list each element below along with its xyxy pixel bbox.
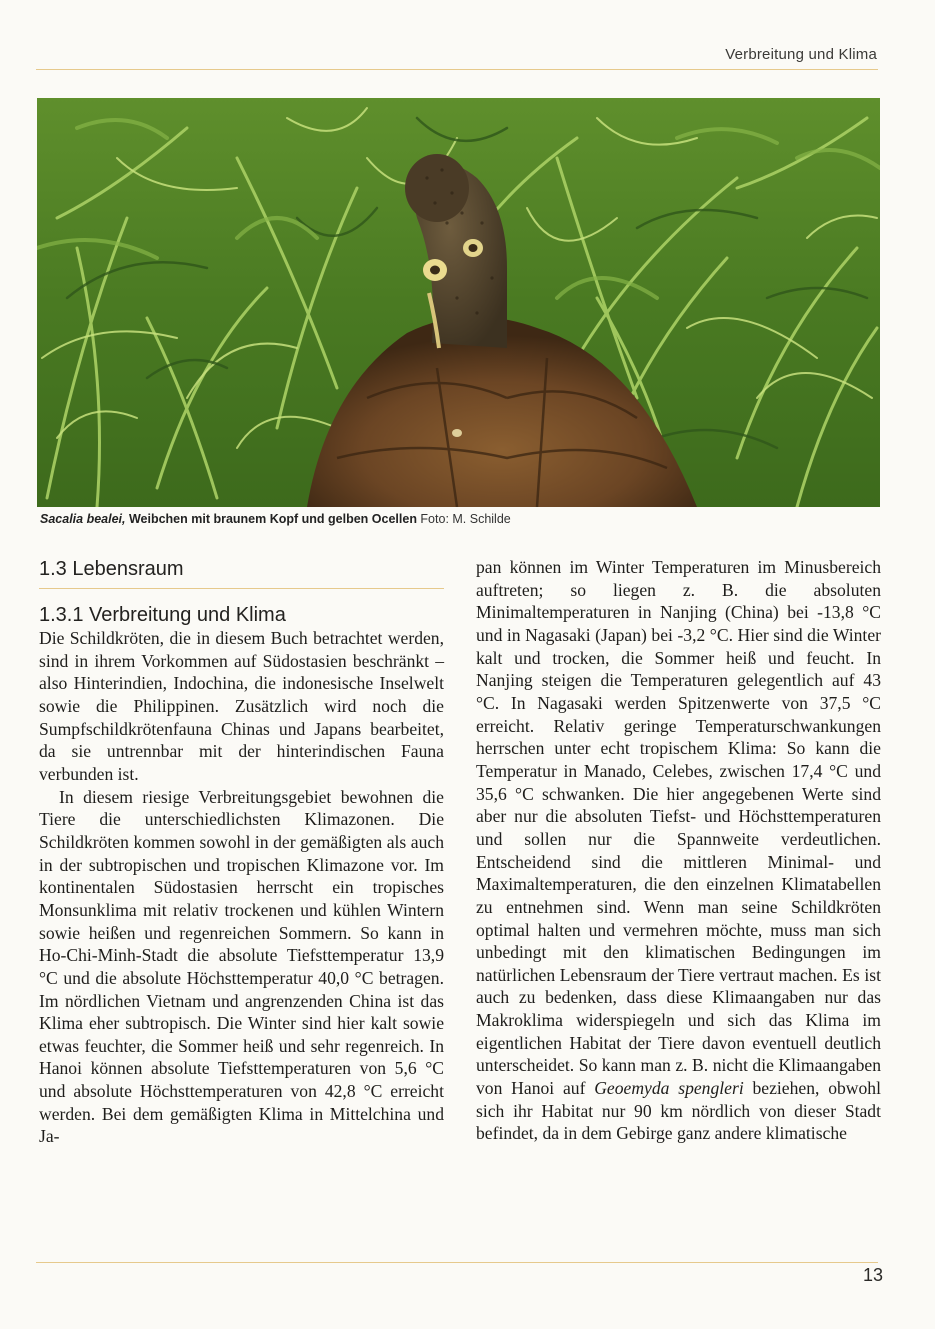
paragraph-end: beziehen, obwohl sich ihr Habitat nur 90 km nördlich von dieser Stadt befindet, da in dem Gebirge ganz andere klimatische (476, 1078, 881, 1144)
text-column-right (476, 556, 881, 1145)
footer-rule (36, 1262, 878, 1263)
section-heading: 1.3 Lebensraum (39, 556, 444, 589)
paragraph-intro: Die Schildkröten, die in diesem Buch betrachtet werden, sind in ihrem Vorkommen auf Südostasien beschränkt – also Hinterindien, Indochina, die indonesische Inselwelt sowie die Philippinen. Zusätzlich wird noch die Sumpfschildkrötenfauna Chinas und Japans bearbeitet, da sie untrennbar mit der hinterindischen Fauna verbunden ist. (39, 628, 444, 784)
figure-caption (40, 512, 880, 526)
species-name: Geoemyda spengleri (594, 1078, 744, 1099)
caption-description: Weibchen mit braunem Kopf und gelben Ocellen (125, 512, 417, 526)
turtle-photo (37, 98, 880, 507)
running-header: Verbreitung und Klima (725, 46, 877, 63)
paragraph-left-part: In diesem riesige Verbreitungsgebiet bewohnen die Tiere die unterschiedlichsten Klimazonen. Die Schildkröten kommen sowohl in der gemäßigten als auch in der subtropischen und tropischen Klimazone vor. Im kontinentalen Südostasien herrscht ein tropisches Monsunklima mit relativ trockenen und kühlen Wintern sowie heißen und regenreichen Sommern. So kann in Ho-Chi-Minh-Stadt die absolute Tiefsttemperatur 13,9 °C und die absolute Höchsttemperatur 40,0 °C betragen. Im nördlichen Vietnam und angrenzenden China ist das Klima eher subtropisch. Die Winter sind hier kalt sowie etwas feuchter, die Sommer heiß und sehr regenreich. In Hanoi können absolute Tiefsttemperaturen von 5,6 °C und absolute Höchsttemperaturen von 42,8 °C erreicht werden. Bei dem gemäßigten Klima in Mittelchina und Ja- (39, 786, 444, 1147)
paragraph-right-part: pan können im Winter Temperaturen im Minusbereich auftreten; so liegen z. B. die absoluten Minimaltemperaturen in Nanjing (China) bei -13,8 °C und in Nagasaki (Japan) bei -3,2 °C. Hier sind die Winter kalt und trocken, die Sommer heiß und feucht. In Nanjing steigen die Temperaturen gelegentlich auf 43 °C. In Nagasaki werden Spitzenwerte von 37,5 °C erreicht. Relativ geringe Temperaturschwankungen herrschen unter echt tropischem Klima: So kann die Temperatur in Manado, Celebes, zwischen 17,4 °C und 35,6 °C schwanken. Die hier angegebenen Werte sind aber nur die absoluten Tiefst- und Höchsttemperaturen und sollen nur die Spannweite verdeutlichen. Entscheidend sind die mittleren Minimal- und Maximaltemperaturen, die den einzelnen Klimatabellen zu entnehmen sind. Wenn man seine Schildkröten optimal halten und vermehren möchte, muss man sich unbedingt mit den klimatischen Bedingungen im natürlichen Lebensraum der Tiere vertraut machen. Es ist auch zu bedenken, dass diese Klimaangaben nur das Makroklima widerspiegeln und sich das Klima im eigentlichen Habitat der Tiere davon eventuell deutlich unterscheidet. So kann man z. B. nicht die Klimaangaben von Hanoi auf Geoemyda spengleri beziehen, obwohl sich ihr Habitat nur 90 km nördlich von dieser Stadt befindet, da in dem Gebirge ganz andere klimatische (476, 557, 881, 1144)
text-column-left (39, 556, 444, 1148)
page-number: 13 (862, 1265, 883, 1285)
header-rule (36, 69, 878, 70)
caption-photo-credit: Foto: M. Schilde (416, 512, 511, 526)
caption-species: Sacalia bealei, (40, 512, 126, 526)
subsection-heading: 1.3.1 Verbreitung und Klima (39, 604, 286, 626)
